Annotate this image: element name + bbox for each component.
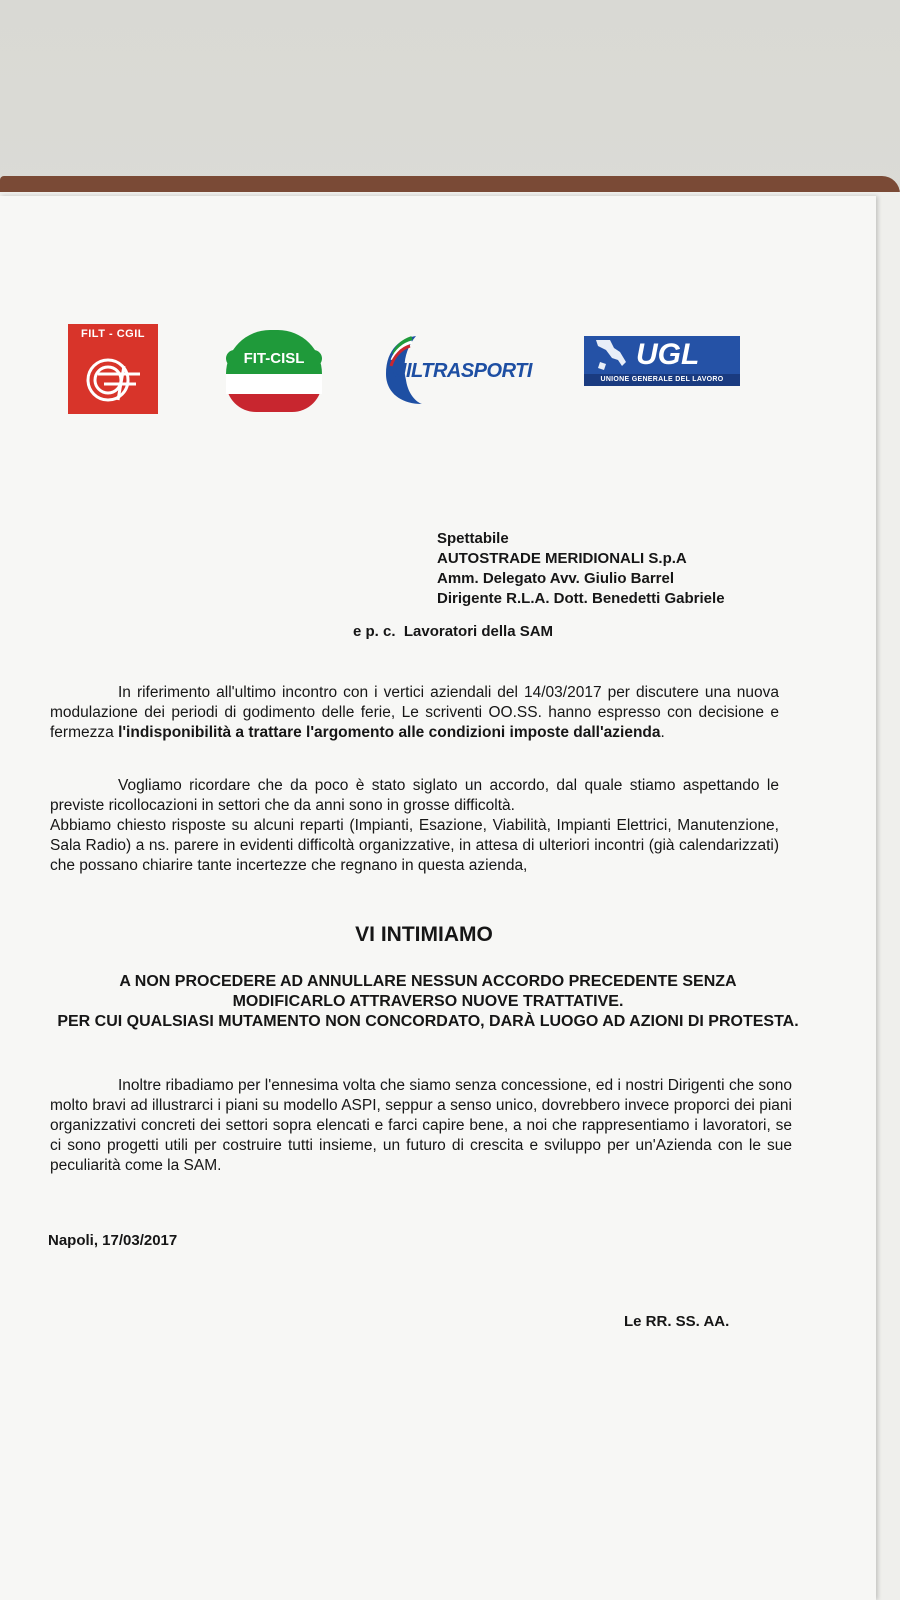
uiltrasporti-logo (382, 334, 532, 406)
paragraph-1: In riferimento all'ultimo incontro con i vertici aziendali del 14/03/2017 per discutere una nuova modulazione dei periodi di godimento delle ferie, Le scriventi OO.SS. hanno espresso con decisione e fermezza l'indisponibilità a trattare l'argomento alle condizioni imposte dall'azienda. (50, 684, 779, 741)
recipient-block (437, 529, 725, 609)
recipient-company: AUTOSTRADE MERIDIONALI S.p.A (437, 550, 687, 567)
cc-line: e p. c. Lavoratori della SAM (353, 623, 554, 640)
paragraph-2 (50, 776, 779, 876)
letter-date: Napoli, 17/03/2017 (48, 1232, 178, 1249)
recipient-ceo: Amm. Delegato Avv. Giulio Barrel (437, 570, 675, 587)
paragraph-1-bold: l'indisponibilità a trattare l'argomento alle condizioni imposte dall'azienda (118, 724, 661, 741)
fit-cisl-logo (226, 330, 322, 412)
uil-logo-text: UILTRASPORTI (392, 360, 532, 382)
letter-sheet (0, 196, 876, 1600)
intimation-heading: VI INTIMIAMO (355, 923, 493, 946)
demands-block (0, 972, 866, 1032)
ugl-logo (584, 336, 740, 388)
ugl-logo-text: UGL (636, 338, 700, 371)
recipient-salutation: Spettabile (437, 530, 509, 547)
paragraph-2-line2: Abbiamo chiesto risposte su alcuni reparti (Impianti, Esazione, Viabilità, Impianti Elettrici, Manutenzione, Sala Radio) a ns. parere in evidenti difficoltà organizzative, in attesa di ulteriori incontri (già calendarizzati) che possano chiarire tante incertezze che regnano in questa azienda, (50, 817, 779, 874)
paragraph-3 (50, 1076, 792, 1176)
demand-2: PER CUI QUALSIASI MUTAMENTO NON CONCORDATO, DARÀ LUOGO AD AZIONI DI PROTESTA. (57, 1013, 799, 1030)
paragraph-1-text: In riferimento all'ultimo incontro con i vertici aziendali del 14/03/2017 per discutere una nuova modulazione dei periodi di godimento delle ferie, Le scriventi OO.SS. hanno espresso con decisione e fermezza (50, 684, 779, 741)
signature: Le RR. SS. AA. (624, 1313, 730, 1330)
demand-1: A NON PROCEDERE AD ANNULLARE NESSUN ACCORDO PRECEDENTE SENZA MODIFICARLO ATTRAVERSO NUOVE TRATTATIVE. (119, 973, 737, 1010)
paragraph-2-line1: Vogliamo ricordare che da poco è stato siglato un accordo, dal quale stiamo aspettando le previste ricollocazioni in settori che da anni sono in grosse difficoltà. (50, 777, 779, 814)
cgil-logo-text: FILT - CGIL (81, 328, 145, 340)
italy-map-icon (588, 336, 636, 374)
recipient-manager: Dirigente R.L.A. Dott. Benedetti Gabriele (437, 590, 725, 607)
paragraph-3-text: Inoltre ribadiamo per l'ennesima volta che siamo senza concessione, ed i nostri Dirigenti che sono molto bravi ad illustrarci i piani su modello ASPI, seppur a senso unico, dovrebbero invece proporci dei piani organizzativi concreti dei settori sopra elencati e farci capire bene, a noi che rappresentiamo i lavoratori, se ci sono progetti utili per costruire tutti insieme, un futuro di crescita e sviluppo per un'Azienda con le sue peculiarità come la SAM. (50, 1077, 792, 1174)
filt-cgil-logo (68, 324, 158, 414)
ugl-logo-subtitle: UNIONE GENERALE DEL LAVORO (584, 374, 740, 386)
cisl-logo-text: FIT-CISL (226, 350, 322, 367)
union-logos (0, 196, 876, 436)
